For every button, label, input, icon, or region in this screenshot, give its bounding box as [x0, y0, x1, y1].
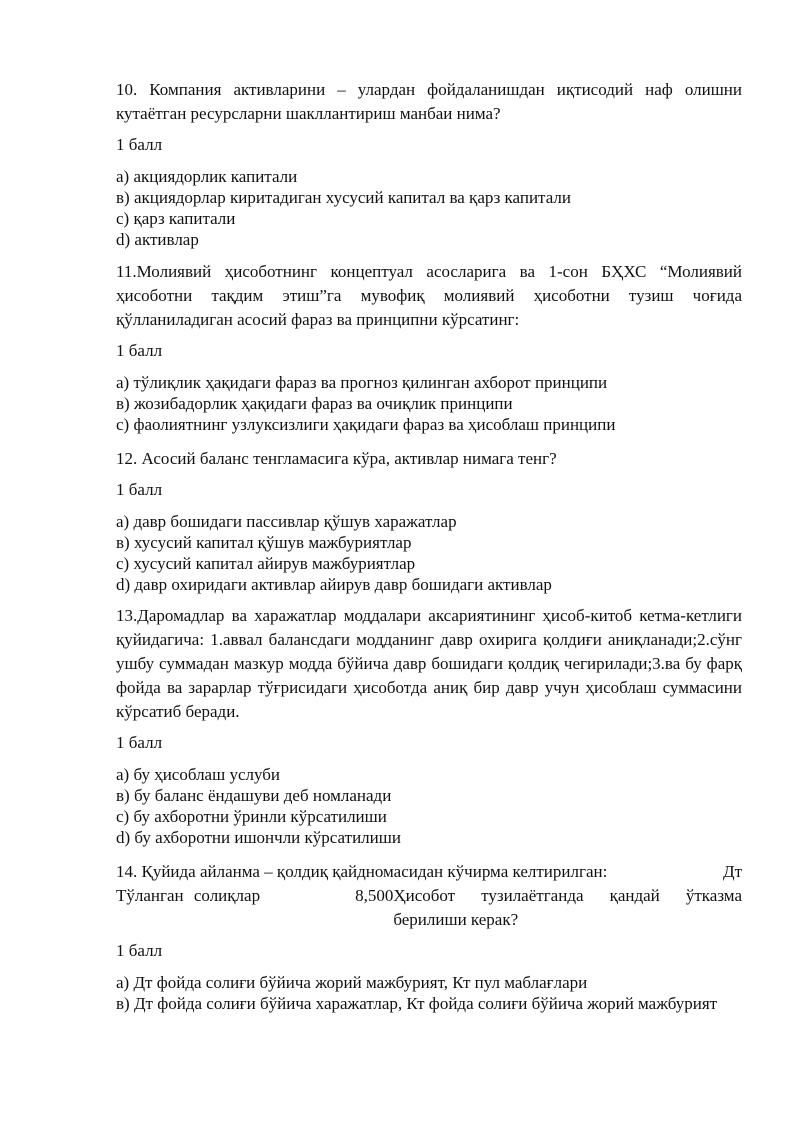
question-13-options [116, 764, 742, 848]
question-12-score: 1 балл [116, 480, 163, 499]
question-10-option-v: в) акциядорлар киритадиган хусусий капитал ва қарз капитали [116, 188, 571, 207]
question-11-options [116, 372, 742, 435]
question-12-option-d: d) давр охиридаги активлар айирув давр бошидаги активлар [116, 575, 552, 594]
question-14-option-a: а) Дт фойда солиғи бўйича жорий мажбурият, Кт пул маблағлари [116, 973, 588, 992]
question-10-option-a: а) акциядорлик капитали [116, 167, 298, 186]
question-11-option-a: а) тўлиқлик ҳақидаги фараз ва прогноз қилинган ахборот принципи [116, 373, 608, 392]
question-10-score: 1 балл [116, 135, 163, 154]
question-11-score: 1 балл [116, 341, 163, 360]
question-14-option-v: в) Дт фойда солиғи бўйича харажатлар, Кт фойда солиғи бўйича жорий мажбурият [116, 994, 718, 1013]
question-14-debit-label: Дт [722, 862, 742, 881]
question-14-options [116, 972, 742, 1015]
question-10-option-s: с) қарз капитали [116, 209, 236, 228]
question-10-options [116, 166, 742, 250]
question-10-stem: 10. Компания активларини – улардан фойдаланишдан иқтисодий наф олишни кутаётган ресурсларни шакллантириш манбаи нима? [116, 80, 742, 123]
question-12-option-v: в) хусусий капитал қўшув мажбуриятлар [116, 533, 412, 552]
question-11-option-s: с) фаолиятнинг узлуксизлиги ҳақидаги фараз ва ҳисоблаш принципи [116, 415, 616, 434]
question-13-option-v: в) бу баланс ёндашуви деб номланади [116, 786, 392, 805]
question-14-stem-line-1 [116, 860, 742, 884]
question-10 [116, 78, 742, 250]
question-12-options [116, 511, 742, 595]
question-14 [116, 860, 742, 1015]
question-14-stem-line-2 [116, 884, 742, 932]
question-14-account-name: Тўланган солиқлар [116, 886, 261, 905]
question-13-option-a: а) бу ҳисоблаш услуби [116, 765, 280, 784]
question-13-option-d: d) бу ахборотни ишончли кўрсатилиши [116, 828, 401, 847]
question-13 [116, 604, 742, 848]
question-14-question-text: Ҳисобот тузилаётганда қандай ўтказма берилиши керак? [393, 886, 742, 929]
question-14-spacer [260, 884, 355, 932]
question-12-stem: 12. Асосий баланс тенгламасига кўра, активлар нимага тенг? [116, 449, 557, 468]
question-11 [116, 260, 742, 435]
question-14-amount: 8,500 [355, 886, 394, 905]
question-13-score: 1 балл [116, 733, 163, 752]
question-13-stem: 13.Даромадлар ва харажатлар моддалари аксариятининг ҳисоб-китоб кетма-кетлиги қуйидагича: 1.аввал балансдаги модданинг давр охирига қолдиғи аниқланади;2.сўнг ушбу суммадан мазкур модда бўйича давр бошидаги қолдиқ чегирилади;3.ва бу фарқ фойда ва зарарлар тўғрисидаги ҳисоботда аниқ бир давр учун ҳисоблаш суммасини кўрсатиб беради. [116, 606, 742, 721]
question-12 [116, 447, 742, 595]
question-10-option-d: d) активлар [116, 230, 199, 249]
question-13-option-s: с) бу ахборотни ўринли кўрсатилиши [116, 807, 387, 826]
question-12-option-a: а) давр бошидаги пассивлар қўшув харажатлар [116, 512, 457, 531]
question-14-stem-text: 14. Қуйида айланма – қолдиқ қайдномасидан кўчирма келтирилган: [116, 862, 608, 881]
question-14-score: 1 балл [116, 941, 163, 960]
question-14-stem [116, 860, 742, 932]
question-11-option-v: в) жозибадорлик ҳақидаги фараз ва очиқлик принципи [116, 394, 513, 413]
question-12-option-s: с) хусусий капитал айирув мажбуриятлар [116, 554, 416, 573]
question-11-stem: 11.Молиявий ҳисоботнинг концептуал асосларига ва 1-сон БҲХС “Молиявий ҳисоботни тақдим этиш”га мувофиқ молиявий ҳисоботни тузиш чоғида қўлланиладиган асосий фараз ва принципни кўрсатинг: [116, 262, 742, 329]
